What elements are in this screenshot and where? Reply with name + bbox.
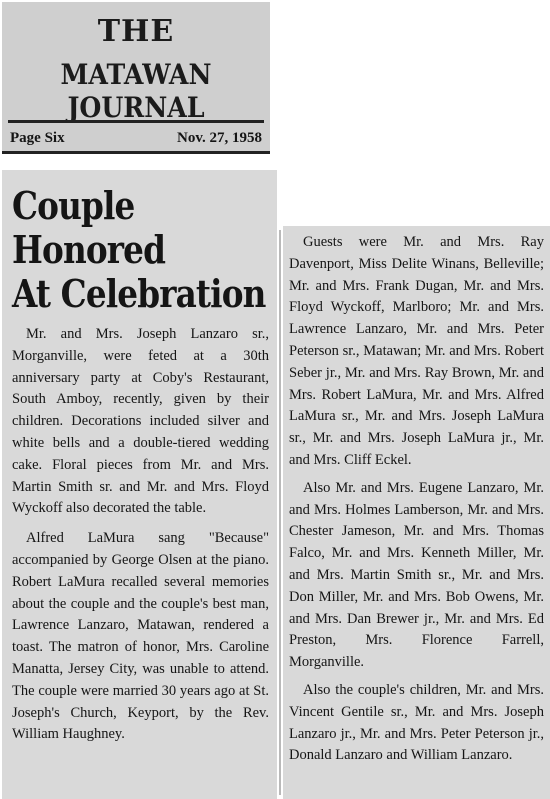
column-divider <box>279 230 281 795</box>
paragraph-1: Mr. and Mrs. Joseph Lanzaro sr., Morganville, were feted at a 30th anniversary party at Coby's Restaurant, South Amboy, recently, given by their children. Decorations included silver and white bells and a double-tiered wedding cake. Floral pieces from Mr. and Mrs. Martin Smith sr. and Mr. and Mrs. Floyd Wyckoff also decorated the table. <box>12 326 269 517</box>
article-column-1 <box>2 170 277 799</box>
masthead-the: THE <box>97 14 175 49</box>
paragraph-5: Also the couple's children, Mr. and Mrs. Vincent Gentile sr., Mr. and Mrs. Joseph Lanzaro jr., Mr. and Mrs. Peter Peterson jr., Donald Lanzaro and William Lanzaro. <box>289 681 544 764</box>
masthead-clipping <box>2 2 270 154</box>
headline <box>12 184 279 316</box>
headline-line-2: At Celebration <box>12 271 266 316</box>
article-column-2 <box>283 226 550 799</box>
headline-line-1: Couple Honored <box>12 183 166 272</box>
masthead-title: MATAWAN JOURNAL <box>60 58 212 124</box>
paragraph-4: Also Mr. and Mrs. Eugene Lanzaro, Mr. and Mrs. Holmes Lamberson, Mr. and Mrs. Chester Jameson, Mr. and Mrs. Thomas Falco, Mr. and Mrs. Kenneth Miller, Mr. and Mrs. Martin Smith sr., Mr. and Mrs. Don Miller, Mr. and Mrs. Bob Owens, Mr. and Mrs. Dan Brewer jr., Mr. and Mrs. Ed Preston, Mrs. Florence Farrell, Morganville. <box>289 479 544 671</box>
masthead-rule <box>8 120 264 123</box>
paragraph-3: Guests were Mr. and Mrs. Ray Davenport, Miss Delite Winans, Belleville; Mr. and Mrs. Frank Dugan, Mr. and Mrs. Floyd Wyckoff, Marlboro; Mr. and Mrs. Lawrence Lanzaro, Mr. and Mrs. Peter Peterson sr., Matawan; Mr. and Mrs. Robert Seber jr., Mr. and Mrs. Ray Brown, Mr. and Mrs. Robert LaMura, Mr. and Mrs. Alfred LaMura sr., Mr. and Mrs. Joseph LaMura sr., Mr. and Mrs. Joseph LaMura jr., Mr. and Mrs. Cliff Eckel. <box>289 234 544 468</box>
page-number: Page Six <box>10 130 65 146</box>
issue-date: Nov. 27, 1958 <box>176 130 262 146</box>
paragraph-2: Alfred LaMura sang "Because" accompanied by George Olsen at the piano. Robert LaMura recalled several memories about the couple and the couple's best man, Lawrence Lanzaro, Matawan, rendered a toast. The matron of honor, Mrs. Caroline Manatta, Jersey City, was unable to attend. The couple were married 30 years ago at St. Joseph's Church, Keyport, by the Rev. William Haughney. <box>12 530 269 743</box>
